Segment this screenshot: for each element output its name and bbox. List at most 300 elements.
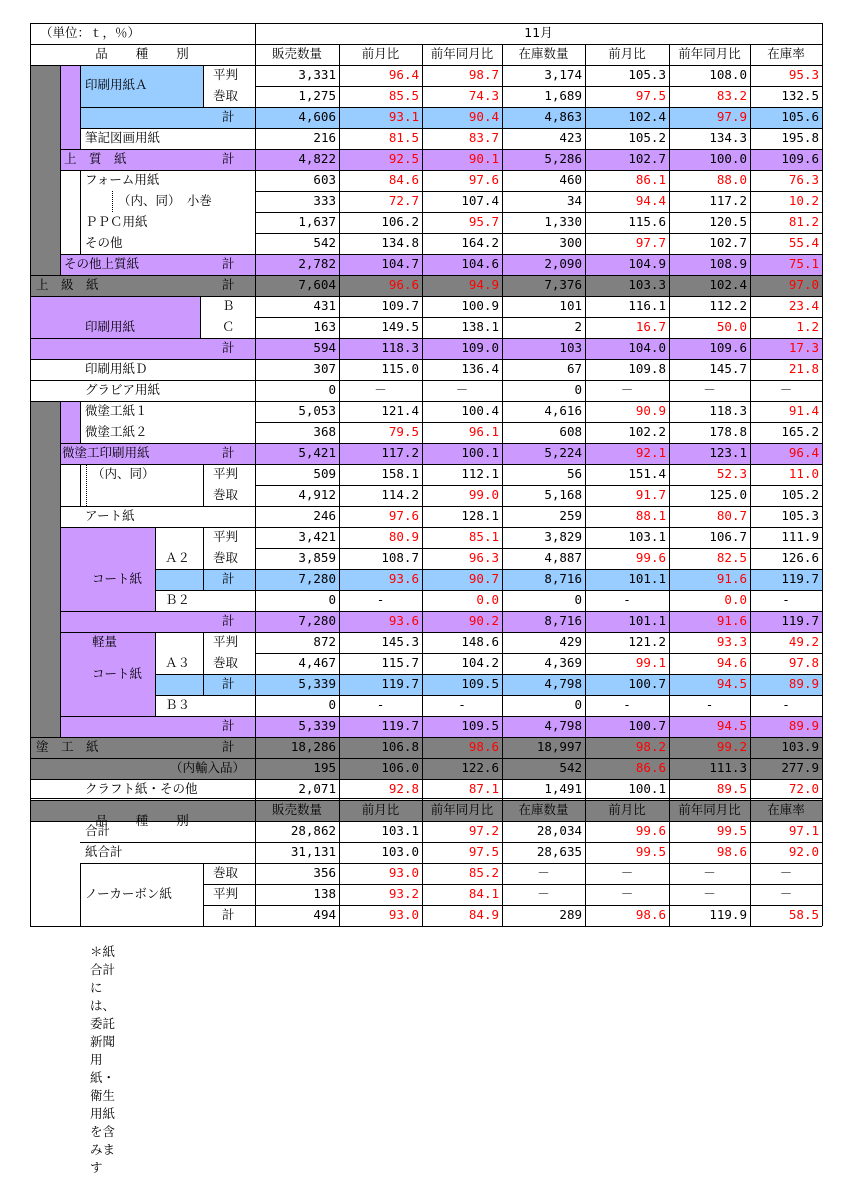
data-cell: 99.5 [635,844,666,859]
data-cell: 149.5 [381,319,419,334]
row-label: 巻取 [213,655,239,670]
data-cell: 98.6 [716,844,747,859]
data-cell: 138.1 [461,319,499,334]
data-cell: 1,330 [544,214,582,229]
data-cell: 85.2 [468,865,499,880]
data-cell: 494 [313,907,336,922]
data-cell: 76.3 [788,172,819,187]
data-cell: 119.9 [709,907,747,922]
column-header: 販売数量 [271,46,322,61]
row-label: 紙合計 [85,844,123,859]
data-cell: 3,829 [544,529,582,544]
data-cell: 90.4 [468,109,499,124]
data-cell: 96.6 [388,277,419,292]
row-label: その他 [85,235,123,250]
data-cell: 119.7 [781,613,819,628]
data-cell: 106.2 [381,214,419,229]
data-cell: 119.7 [781,571,819,586]
row-label: 印刷用紙Ｄ [85,361,148,376]
data-cell: 28,635 [536,844,582,859]
data-cell: 21.8 [788,361,819,376]
data-cell: 97.0 [788,277,819,292]
row-label: Ｂ [222,298,235,313]
column-header: 在庫率 [767,46,805,61]
row-label: アート紙 [85,508,135,523]
h-line [60,632,255,633]
data-cell: 80.9 [388,529,419,544]
data-cell: 96.1 [468,424,499,439]
data-cell: 23.4 [788,298,819,313]
data-cell: 67 [566,361,582,376]
data-cell: 125.0 [709,487,747,502]
h-line [60,506,255,507]
data-cell: 17.3 [788,340,819,355]
data-cell: 90.1 [468,151,499,166]
data-cell: 4,369 [544,655,582,670]
row-label: 筆記図画用紙 [85,130,161,145]
h-line [60,716,255,717]
data-cell: 128.1 [461,508,499,523]
data-cell: 94.9 [468,277,499,292]
data-cell: 103.9 [781,739,819,754]
h-line [30,737,255,738]
h-line [30,401,255,402]
data-cell: - [623,697,631,712]
data-cell: 109.6 [709,340,747,355]
h-line [155,695,255,696]
data-cell: 7,604 [298,277,336,292]
data-cell: 105.3 [628,67,666,82]
data-cell: 100.1 [461,445,499,460]
v-line [80,464,81,506]
row-label: Ｂ２ [165,592,191,607]
row-label: 巻取 [213,865,239,880]
v-dotted-line [112,191,113,212]
data-cell: 92.8 [388,781,419,796]
data-cell: 97.9 [716,109,747,124]
data-cell: 117.2 [709,193,747,208]
data-cell: － [703,382,716,397]
data-cell: 4,616 [544,403,582,418]
data-cell: 99.1 [635,655,666,670]
data-cell: 5,168 [544,487,582,502]
data-cell: 423 [559,130,582,145]
data-cell: 97.6 [388,508,419,523]
data-cell: 58.5 [788,907,819,922]
data-cell: 151.4 [628,466,666,481]
h-line [30,380,255,381]
v-line [155,632,156,716]
row-label: 計 [222,256,235,271]
data-cell: 0.0 [476,592,499,607]
h-line [155,590,255,591]
data-cell: 195.8 [781,130,819,145]
data-cell: 34 [566,193,582,208]
data-cell: 108.7 [381,550,419,565]
row-label: 上 質 紙 [64,151,127,166]
v-line [200,296,201,338]
data-cell: 123.1 [709,445,747,460]
data-cell: 1,275 [298,88,336,103]
data-cell: 145.7 [709,361,747,376]
data-cell: 0 [574,697,582,712]
data-cell: － [779,865,793,880]
data-cell: 94.6 [716,655,747,670]
data-cell: 121.2 [628,634,666,649]
unit-label: （単位：ｔ，％） [40,25,141,40]
data-cell: 112.1 [461,466,499,481]
data-cell: 90.2 [468,613,499,628]
data-cell: 111.9 [781,529,819,544]
data-cell: 10.2 [788,193,819,208]
row-label: 平判 [213,634,239,649]
row-label: フォーム用紙 [85,172,160,187]
row-label: 計 [222,151,235,166]
data-cell: 2,090 [544,256,582,271]
row-label: 平判 [213,886,239,901]
data-cell: 134.3 [709,130,747,145]
data-cell: 75.1 [788,256,819,271]
row-label: コート紙 [92,571,143,586]
row-label: Ｃ [222,319,235,334]
data-cell: 100.7 [628,676,666,691]
data-cell: 102.7 [628,151,666,166]
h-line [30,359,255,360]
data-cell: 18,997 [536,739,582,754]
data-cell: 431 [313,298,336,313]
data-cell: 88.1 [635,508,666,523]
data-cell: 95.7 [468,214,499,229]
row-label: 巻取 [213,550,239,565]
data-cell: 542 [559,760,582,775]
v-line [203,527,204,590]
row-label: （内輸入品） [170,760,246,775]
data-cell: 99.5 [716,823,747,838]
data-cell: 108.0 [709,67,747,82]
data-cell: 300 [559,235,582,250]
row-label: （内、同） [92,466,155,481]
data-cell: 97.6 [468,172,499,187]
data-cell: 103.0 [381,844,419,859]
row-label: 印刷用紙Ａ [85,77,148,92]
data-cell: 4,798 [544,676,582,691]
row-label: 塗 工 紙 [36,739,99,754]
data-cell: 102.7 [709,235,747,250]
data-cell: 74.3 [468,88,499,103]
v-line [155,527,156,611]
column-header: 前年同月比 [678,46,741,61]
data-cell: 103.3 [628,277,666,292]
data-cell: 11.0 [788,466,819,481]
data-cell: 138 [313,886,336,901]
data-cell: 118.3 [381,340,419,355]
data-cell: 18,286 [290,739,336,754]
row-label: クラフト紙・その他 [85,781,198,796]
row-label: 計 [222,445,235,460]
row-label: 平判 [213,67,239,82]
data-cell: － [620,865,634,880]
v-line [822,23,823,44]
v-line [60,401,61,737]
column-header: 販売数量 [271,802,322,817]
data-cell: 460 [559,172,582,187]
data-cell: 99.6 [635,823,666,838]
data-cell: 89.5 [716,781,747,796]
data-cell: 102.4 [628,109,666,124]
data-cell: － [620,382,634,397]
data-cell: 81.5 [388,130,419,145]
v-line [80,65,81,149]
data-cell: 31,131 [290,844,336,859]
data-cell: 333 [313,193,336,208]
row-label: 平判 [213,466,239,481]
data-cell: 4,606 [298,109,336,124]
row-label: 計 [222,109,235,124]
data-cell: 100.7 [628,718,666,733]
data-cell: 4,863 [544,109,582,124]
data-cell: 56 [566,466,582,481]
data-cell: 4,822 [298,151,336,166]
data-cell: 99.6 [635,550,666,565]
data-cell: 98.2 [635,739,666,754]
data-cell: 91.4 [788,403,819,418]
row-label: 軽量 [92,634,118,649]
data-cell: 594 [313,340,336,355]
data-cell: 4,887 [544,550,582,565]
h-line [155,674,255,675]
data-cell: - [376,697,385,712]
h-line [80,128,255,129]
data-cell: － [703,865,716,880]
data-cell: － [779,886,793,901]
h-line [30,275,255,276]
data-cell: 102.4 [709,277,747,292]
data-cell: 216 [313,130,336,145]
data-cell: 134.8 [381,235,419,250]
data-cell: - [782,697,790,712]
data-cell: 195 [313,760,336,775]
row-label: 巻取 [213,487,239,502]
data-cell: 84.9 [468,907,499,922]
data-cell: 5,053 [298,403,336,418]
data-cell: 105.6 [781,109,819,124]
data-cell: 103 [559,340,582,355]
data-cell: 356 [313,865,336,880]
col-line [822,44,823,800]
row-label: 計 [222,676,235,691]
data-cell: 82.5 [716,550,747,565]
data-cell: 94.5 [716,718,747,733]
data-cell: － [703,886,716,901]
v-line [203,632,204,695]
data-cell: － [455,382,469,397]
data-cell: 97.1 [788,823,819,838]
data-cell: 1.2 [796,319,819,334]
data-cell: 7,280 [298,571,336,586]
data-cell: 118.3 [709,403,747,418]
purple-band [60,65,80,149]
v-line [80,170,81,254]
period-header: 11月 [524,25,553,40]
h-line [80,863,255,864]
gray-band [30,401,60,737]
data-cell: 88.0 [716,172,747,187]
data-cell: 104.9 [628,256,666,271]
data-cell: 165.2 [781,424,819,439]
data-cell: 93.0 [388,865,419,880]
hinshu-header-2: 品 種 別 [95,813,190,828]
left-border [30,23,31,926]
data-cell: 109.0 [461,340,499,355]
data-cell: 104.2 [461,655,499,670]
row-label: 平判 [213,529,239,544]
row-label: 計 [222,739,235,754]
data-cell: 115.0 [381,361,419,376]
v-line [80,401,81,443]
row-label: ノーカーボン紙 [85,886,172,901]
data-cell: 91.6 [716,613,747,628]
data-cell: 99.2 [716,739,747,754]
data-cell: 7,376 [544,277,582,292]
data-cell: 1,491 [544,781,582,796]
column-header: 前年同月比 [430,46,494,61]
data-cell: 90.9 [635,403,666,418]
data-cell: 98.6 [468,739,499,754]
data-cell: 117.2 [381,445,419,460]
data-cell: 0 [328,592,336,607]
data-cell: 91.7 [635,487,666,502]
data-cell: 106.0 [381,760,419,775]
row-label: 計 [222,277,235,292]
data-cell: 132.5 [781,88,819,103]
data-cell: 109.5 [461,676,499,691]
data-cell: 85.1 [468,529,499,544]
data-cell: 100.0 [709,151,747,166]
h-line [60,149,255,150]
data-cell: - [623,592,631,607]
data-cell: 4,798 [544,718,582,733]
data-cell: 94.4 [635,193,666,208]
data-cell: 72.7 [388,193,419,208]
data-cell: 5,339 [298,676,336,691]
data-cell: 3,331 [298,67,336,82]
data-cell: 93.0 [388,907,419,922]
hinshu-header: 品 種 別 [95,46,190,61]
data-cell: 5,421 [298,445,336,460]
row-label: グラビア用紙 [85,382,161,397]
data-cell: 102.2 [628,424,666,439]
data-cell: 104.7 [381,256,419,271]
data-cell: 86.1 [635,172,666,187]
data-cell: 164.2 [461,235,499,250]
data-cell: 92.0 [788,844,819,859]
purple-band [60,401,80,443]
data-cell: 16.7 [635,319,666,334]
data-cell: 49.2 [788,634,819,649]
data-cell: 259 [559,508,582,523]
v-dotted-line [86,464,87,506]
data-cell: 0.0 [724,592,747,607]
column-header: 前月比 [361,802,400,817]
data-cell: 178.8 [709,424,747,439]
data-cell: 97.8 [788,655,819,670]
data-cell: 83.7 [468,130,499,145]
data-cell: 105.2 [628,130,666,145]
row-label: 計 [222,613,235,628]
data-cell: － [374,382,387,397]
column-header: 在庫数量 [518,46,569,61]
data-cell: 3,859 [298,550,336,565]
data-cell: 1,637 [298,214,336,229]
data-cell: － [537,865,550,880]
gray-band [30,65,60,275]
data-cell: 114.2 [381,487,419,502]
row-label: 計 [222,907,235,922]
data-cell: 95.3 [788,67,819,82]
data-cell: 55.4 [788,235,819,250]
data-cell: 93.6 [388,613,419,628]
data-cell: 97.2 [468,823,499,838]
data-cell: 84.1 [468,886,499,901]
data-cell: 2,782 [298,256,336,271]
h-line [60,443,255,444]
data-cell: 85.5 [388,88,419,103]
column-header: 在庫率 [767,802,805,817]
row-label: 合計 [85,823,111,838]
data-cell: 93.2 [388,886,419,901]
v-line [203,863,204,926]
data-cell: 96.3 [468,550,499,565]
data-cell: 101 [559,298,582,313]
data-cell: 89.9 [788,718,819,733]
h-line [60,527,255,528]
data-cell: 97.5 [635,88,666,103]
v-line [60,65,61,275]
data-cell: 100.4 [461,403,499,418]
data-cell: 98.6 [635,907,666,922]
data-cell: 120.5 [709,214,747,229]
column-header: 前月比 [608,46,646,61]
data-cell: 148.6 [461,634,499,649]
data-cell: 121.4 [381,403,419,418]
data-cell: 119.7 [381,718,419,733]
data-cell: 105.3 [781,508,819,523]
data-cell: 0 [574,382,582,397]
v-line [203,65,204,107]
row-label: Ｂ３ [165,697,191,712]
data-cell: 89.9 [788,676,819,691]
data-cell: 99.0 [468,487,499,502]
data-cell: 109.8 [628,361,666,376]
h-line [155,569,255,570]
data-cell: 104.6 [461,256,499,271]
data-cell: 104.0 [628,340,666,355]
data-cell: 0 [328,382,336,397]
data-cell: 50.0 [716,319,747,334]
data-cell: - [705,697,714,712]
data-cell: 80.7 [716,508,747,523]
data-cell: 98.7 [468,67,499,82]
data-cell: 8,716 [544,613,582,628]
h-line [60,464,255,465]
data-cell: － [779,382,793,397]
data-cell: 86.6 [635,760,666,775]
data-cell: 0 [574,592,582,607]
data-cell: 289 [559,907,582,922]
data-cell: 52.3 [716,466,747,481]
data-cell: 92.1 [635,445,666,460]
data-cell: 79.5 [388,424,419,439]
